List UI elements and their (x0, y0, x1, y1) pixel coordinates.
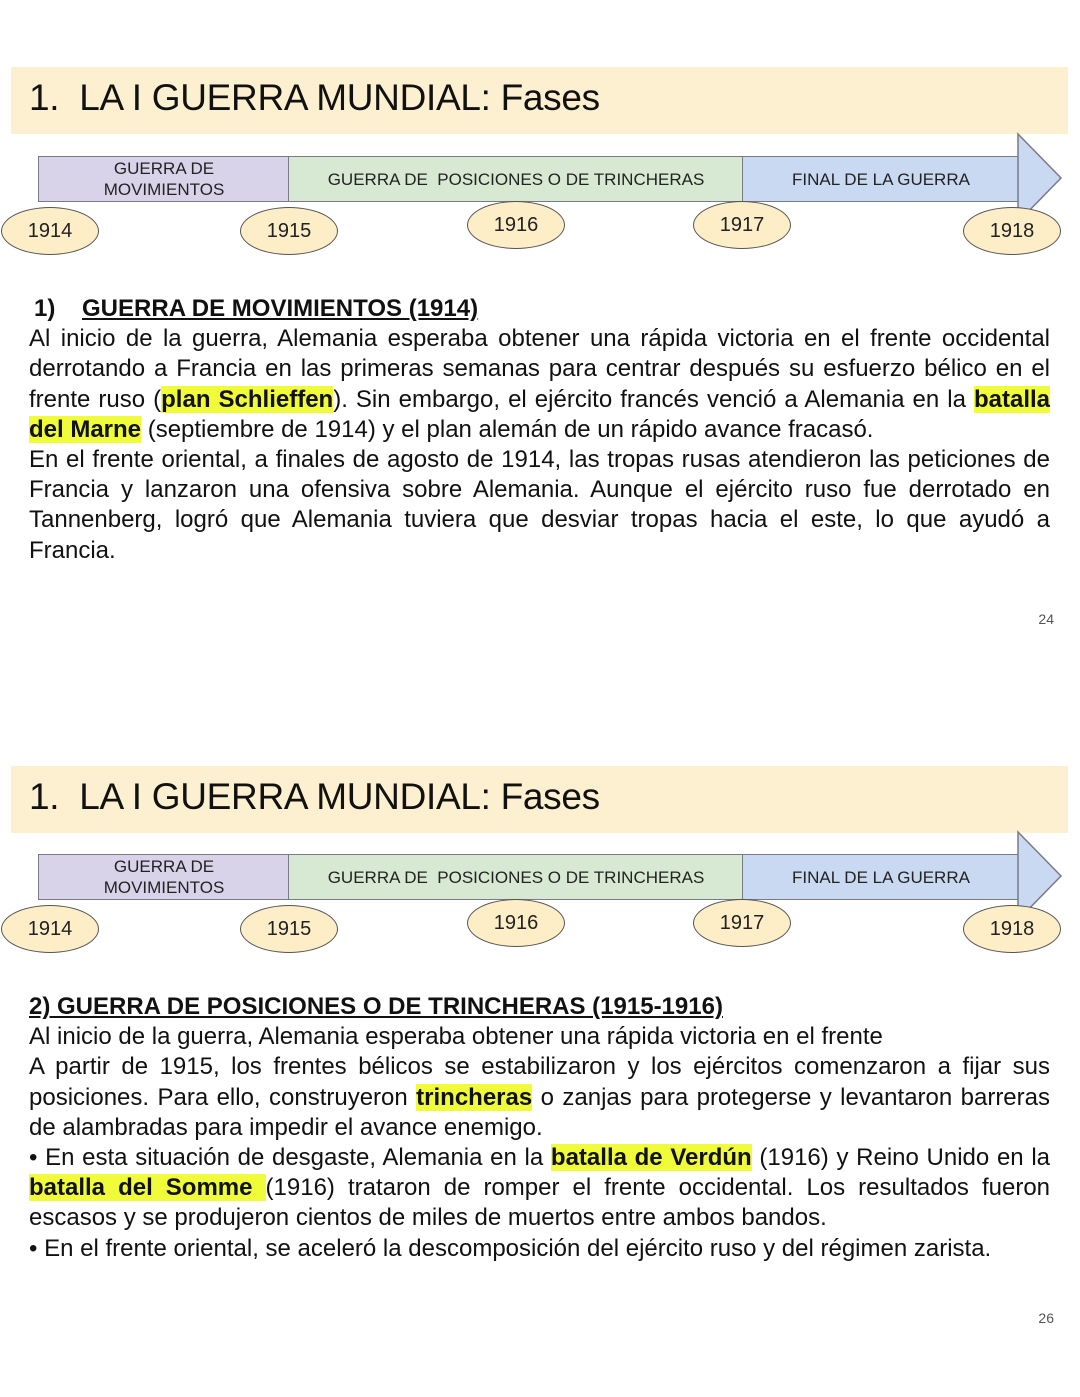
page-number: 24 (1038, 611, 1054, 627)
segment-label: FINAL DE LA GUERRA (792, 169, 970, 189)
paragraph-2 (29, 1143, 1050, 1234)
highlight-batalla-somme: batalla del Somme (29, 1174, 266, 1202)
segment-label: FINAL DE LA GUERRA (792, 867, 970, 887)
highlight-plan-schlieffen: plan Schlieffen (161, 385, 334, 413)
text-run: (1916) y Reino Unido en la (751, 1144, 1051, 1172)
year-1916: 1916 (467, 201, 565, 249)
timeline-segment-final (742, 854, 1020, 900)
page-number: 26 (1038, 1310, 1054, 1326)
year-1914: 1914 (1, 207, 99, 255)
section-trincheras (29, 992, 1050, 1264)
text-run: (septiembre de 1914) y el plan alemán de un rápido avance fracasó. (141, 415, 874, 443)
year-1915: 1915 (240, 905, 338, 953)
text-run: (1916) trataron de romper el frente occidental. Los resultados fueron escasos y se produjeron cientos de miles de muertos entre ambos bandos. (29, 1174, 1051, 1232)
slide-24 (0, 0, 1080, 640)
slide-title: 1. LA I GUERRA MUNDIAL: Fases (29, 776, 600, 817)
text-run: ). Sin embargo, el ejército francés venció a Alemania en la (333, 385, 974, 413)
highlight-trincheras: trincheras (416, 1083, 533, 1111)
section-movimientos (29, 294, 1050, 566)
segment-label: GUERRA DE POSICIONES O DE TRINCHERAS (327, 867, 705, 887)
year-1914: 1914 (1, 905, 99, 953)
text-run: • En esta situación de desgaste, Alemania en la (29, 1144, 551, 1172)
timeline-segment-movimientos (38, 854, 290, 900)
section-title: 2) GUERRA DE POSICIONES O DE TRINCHERAS (1915-1916) (29, 993, 723, 1020)
phases-timeline (38, 156, 1068, 204)
timeline-segment-trincheras (288, 854, 744, 900)
paragraph-1 (29, 1052, 1050, 1143)
year-1917: 1917 (693, 899, 791, 947)
slide-26 (0, 698, 1080, 1397)
year-1918: 1918 (963, 207, 1061, 255)
section-title: GUERRA DE MOVIMIENTOS (1914) (82, 295, 479, 322)
text-run: A partir de 1915, los frentes bélicos se estabilizaron y los ejércitos comenzaron a fijar sus posiciones. Para ello, construyeron (29, 1053, 1050, 1111)
highlight-batalla-marne: batalla del Marne (29, 385, 1051, 443)
timeline-segment-trincheras (288, 156, 744, 202)
title-band (11, 766, 1068, 833)
year-1915: 1915 (240, 207, 338, 255)
title-band (11, 67, 1068, 134)
paragraph-1 (29, 324, 1050, 445)
section-heading (29, 294, 1050, 324)
paragraph-0: Al inicio de la guerra, Alemania esperaba obtener una rápida victoria en el frente (29, 1023, 883, 1051)
text-run: o zanjas para protegerse y levantaron barreras de alambradas para impedir el avance enemigo. (29, 1083, 1050, 1141)
segment-label: GUERRA DE POSICIONES O DE TRINCHERAS (327, 169, 705, 189)
slide-title: 1. LA I GUERRA MUNDIAL: Fases (29, 77, 600, 118)
highlight-batalla-verdun: batalla de Verdún (550, 1144, 752, 1172)
paragraph-3: • En el frente oriental, se aceleró la descomposición del ejército ruso y del régimen zarista. (29, 1234, 992, 1262)
segment-label: GUERRA DE MOVIMIENTOS (103, 159, 225, 199)
section-number: 1) (34, 295, 56, 322)
year-1916: 1916 (467, 899, 565, 947)
phases-timeline (38, 854, 1068, 902)
timeline-segment-final (742, 156, 1020, 202)
timeline-segment-movimientos (38, 156, 290, 202)
year-1917: 1917 (693, 201, 791, 249)
segment-label: GUERRA DE MOVIMIENTOS (103, 857, 225, 897)
paragraph-2: En el frente oriental, a finales de agosto de 1914, las tropas rusas atendieron las peticiones de Francia y lanzaron una ofensiva sobre Alemania. Aunque el ejército ruso fue derrotado en Tannenberg, logró que Alemania tuviera que desviar tropas hacia el este, lo que ayudó a Francia. (29, 446, 1050, 564)
year-1918: 1918 (963, 905, 1061, 953)
text-run: Al inicio de la guerra, Alemania esperaba obtener una rápida victoria en el frente occidental derrotando a Francia en las primeras semanas para centrar después su esfuerzo bélico en el frente ruso ( (29, 325, 1050, 413)
